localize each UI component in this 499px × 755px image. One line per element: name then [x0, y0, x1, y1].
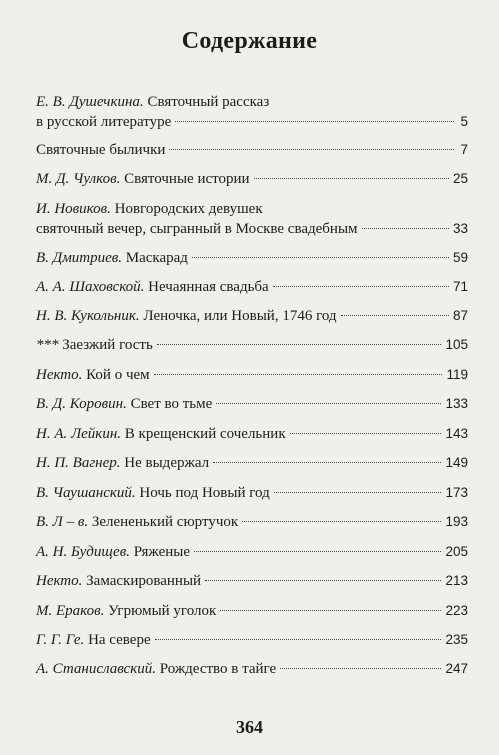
toc-page-number: 133 [445, 396, 468, 411]
toc-entry [36, 453, 468, 473]
toc-line [36, 394, 468, 414]
dot-leader [157, 344, 442, 345]
toc-page-number: 143 [445, 426, 468, 441]
toc-line [36, 571, 468, 591]
page-number: 364 [236, 717, 263, 737]
toc-author: *** [36, 337, 59, 353]
toc-page-number: 7 [460, 142, 468, 157]
toc-title: Угрюмый уголок [108, 603, 217, 619]
dot-leader [175, 121, 454, 122]
toc-author: Некто. [36, 367, 83, 383]
dot-leader [194, 551, 441, 552]
toc-title: Заезжий гость [62, 337, 153, 353]
toc-entry [36, 571, 468, 591]
toc-line [36, 277, 468, 297]
toc-author: Е. В. Душечкина. [36, 94, 144, 110]
toc-page-number: 213 [445, 573, 468, 588]
toc-title: в русской литературе [36, 114, 172, 130]
toc-author: Н. А. Лейкин. [36, 426, 122, 442]
toc-page-number: 71 [452, 279, 468, 294]
toc-line [36, 512, 468, 532]
toc-page-number: 25 [452, 171, 468, 186]
toc-title: Леночка, или Новый, 1746 год [143, 308, 337, 324]
toc-entry [36, 169, 468, 189]
toc-title: Маскарад [125, 250, 188, 266]
toc-page-number: 5 [460, 114, 468, 129]
toc-title: Ряженые [133, 544, 190, 560]
toc-line [36, 424, 468, 444]
toc-author: М. Д. Чулков. [36, 171, 121, 187]
toc-title: В крещенский сочельник [124, 426, 286, 442]
toc-title: Кой о чем [86, 367, 150, 383]
toc-line [36, 199, 468, 219]
toc-entry [36, 394, 468, 414]
toc-page-number: 247 [445, 661, 468, 676]
toc-entry [36, 601, 468, 621]
toc-title: Нечаянная свадьба [148, 279, 269, 295]
toc-line [36, 453, 468, 473]
dot-leader [341, 315, 449, 316]
toc-page-number: 149 [445, 455, 468, 470]
toc-author: В. Л – в. [36, 514, 89, 530]
toc-entry [36, 92, 468, 132]
toc-page-number: 205 [445, 544, 468, 559]
toc-title: святочный вечер, сыгранный в Москве свадебным [36, 221, 358, 237]
toc-title: Святочные былички [36, 142, 166, 158]
toc-entry [36, 199, 468, 239]
toc-line [36, 542, 468, 562]
dot-leader [216, 403, 441, 404]
dot-leader [213, 462, 441, 463]
toc-entry [36, 277, 468, 297]
toc-author: И. Новиков. [36, 201, 111, 217]
toc-author: В. Дмитриев. [36, 250, 123, 266]
toc-entry [36, 306, 468, 326]
toc-line [36, 601, 468, 621]
dot-leader [280, 668, 441, 669]
dot-leader [290, 433, 442, 434]
toc-page-number: 223 [445, 603, 468, 618]
toc-line [36, 248, 468, 268]
toc-line [36, 335, 468, 355]
dot-leader [154, 374, 443, 375]
dot-leader [220, 610, 441, 611]
toc-author: Н. В. Кукольник. [36, 308, 140, 324]
toc-author: Г. Г. Ге. [36, 632, 85, 648]
page-title: Содержание [181, 28, 318, 54]
toc-entry [36, 248, 468, 268]
dot-leader [192, 257, 449, 258]
toc-page-number: 33 [452, 221, 468, 236]
toc-title: Святочный рассказ [147, 94, 270, 110]
dot-leader [273, 286, 449, 287]
dot-leader [254, 178, 449, 179]
toc-page-number: 105 [445, 337, 468, 352]
toc-author: В. Чаушанский. [36, 485, 136, 501]
table-of-contents [36, 83, 468, 679]
toc-entry [36, 424, 468, 444]
toc-entry [36, 630, 468, 650]
toc-line [36, 365, 468, 385]
toc-page-number: 235 [445, 632, 468, 647]
toc-author: А. А. Шаховской. [36, 279, 145, 295]
toc-page-number: 87 [452, 308, 468, 323]
toc-entry [36, 483, 468, 503]
toc-entry [36, 512, 468, 532]
toc-title: Не выдержал [124, 455, 210, 471]
toc-line [36, 306, 468, 326]
toc-entry [36, 335, 468, 355]
toc-entry [36, 140, 468, 160]
dot-leader [155, 639, 442, 640]
dot-leader [362, 228, 449, 229]
toc-page-number: 119 [446, 367, 468, 382]
toc-line [36, 483, 468, 503]
toc-line [36, 169, 468, 189]
toc-author: А. Станиславский. [36, 661, 156, 677]
toc-author: М. Ераков. [36, 603, 105, 619]
toc-line [36, 112, 468, 132]
toc-page-number: 59 [452, 250, 468, 265]
toc-title: Замаскированный [86, 573, 202, 589]
toc-title: Свет во тьме [130, 396, 213, 412]
toc-line [36, 659, 468, 679]
toc-title: Ночь под Новый год [139, 485, 270, 501]
toc-entry [36, 542, 468, 562]
toc-line [36, 92, 468, 112]
toc-title: Рождество в тайге [159, 661, 277, 677]
toc-author: Н. П. Вагнер. [36, 455, 121, 471]
toc-title: Святочные истории [124, 171, 250, 187]
dot-leader [169, 149, 454, 150]
toc-line [36, 219, 468, 239]
dot-leader [205, 580, 441, 581]
dot-leader [242, 521, 441, 522]
toc-title: Зелененький сюртучок [91, 514, 239, 530]
toc-page-number: 173 [445, 485, 468, 500]
toc-entry [36, 659, 468, 679]
toc-line [36, 140, 468, 160]
toc-author: В. Д. Коровин. [36, 396, 127, 412]
toc-author: А. Н. Будищев. [36, 544, 130, 560]
dot-leader [274, 492, 442, 493]
toc-page-number: 193 [445, 514, 468, 529]
toc-line [36, 630, 468, 650]
toc-entry [36, 365, 468, 385]
toc-title: Новгородских девушек [114, 201, 263, 217]
toc-author: Некто. [36, 573, 83, 589]
toc-title: На севере [88, 632, 151, 648]
